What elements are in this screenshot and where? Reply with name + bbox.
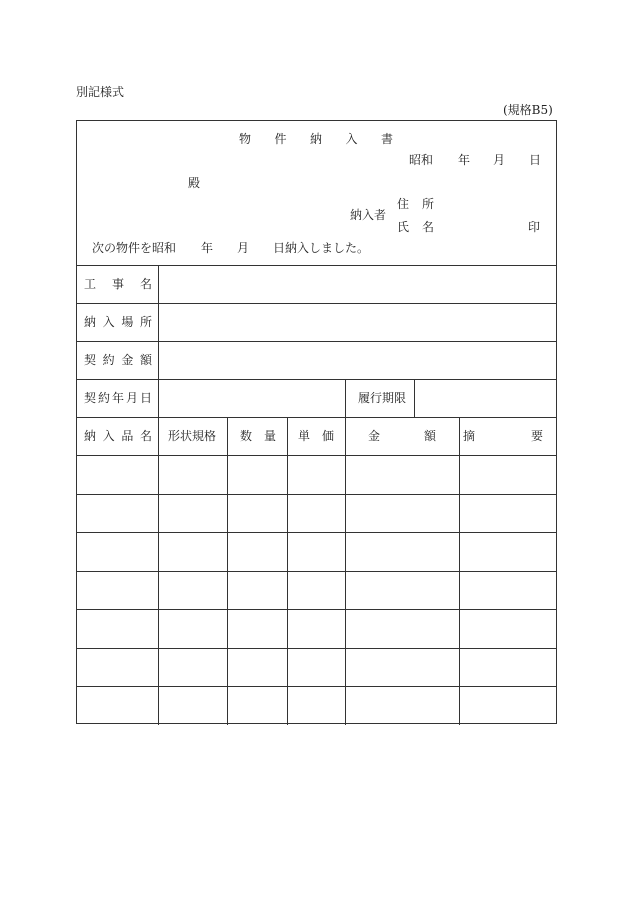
form-title-char: 物 xyxy=(239,132,252,146)
table-column-divider xyxy=(345,417,346,725)
label-char: 日 xyxy=(139,391,152,405)
label-char: 月 xyxy=(125,391,138,405)
form-title-char: 書 xyxy=(380,132,393,146)
form-title-char: 件 xyxy=(274,132,287,146)
project-name-label xyxy=(84,278,152,290)
header-quantity xyxy=(240,430,276,442)
row-divider xyxy=(77,609,556,610)
sentence-month: 月 xyxy=(237,241,250,255)
label-char: 入 xyxy=(102,315,115,329)
address-label-char: 住 xyxy=(397,197,410,211)
addressee-suffix: 殿 xyxy=(188,176,201,190)
contract-date-label xyxy=(84,392,152,404)
row-divider xyxy=(77,265,556,266)
sentence-part2: 日納入しました。 xyxy=(273,241,370,255)
row-divider xyxy=(77,379,556,380)
header-char: 要 xyxy=(530,429,543,443)
header-remarks xyxy=(463,430,543,442)
header-spec: 形状規格 xyxy=(168,429,217,443)
header-char: 摘 xyxy=(463,429,476,443)
header-char: 納 xyxy=(84,429,97,443)
address-label-char: 所 xyxy=(422,197,435,211)
header-unit-price xyxy=(298,430,334,442)
header-char: 品 xyxy=(121,429,134,443)
date-year-label: 年 xyxy=(458,153,471,167)
label-char: 約 xyxy=(102,353,115,367)
row-divider xyxy=(77,455,556,456)
label-char: 事 xyxy=(111,277,124,291)
header-char: 額 xyxy=(423,429,436,443)
header-char: 数 xyxy=(240,429,253,443)
table-column-divider xyxy=(459,417,460,725)
table-column-divider xyxy=(287,417,288,725)
deliverer-label: 納入者 xyxy=(350,208,387,222)
sentence-year: 年 xyxy=(201,241,214,255)
row-divider xyxy=(77,341,556,342)
header-char: 名 xyxy=(139,429,152,443)
sentence-part1: 次の物件を昭和 xyxy=(92,241,177,255)
form-style-label: 別記様式 xyxy=(76,85,125,99)
row-divider xyxy=(77,303,556,304)
delivery-place-label xyxy=(84,316,152,328)
header-char: 入 xyxy=(102,429,115,443)
label-char: 納 xyxy=(84,315,97,329)
label-char: 金 xyxy=(121,353,134,367)
header-char: 金 xyxy=(368,429,381,443)
date-month-label: 月 xyxy=(493,153,506,167)
label-char: 場 xyxy=(121,315,134,329)
table-column-divider xyxy=(227,417,228,725)
row-divider xyxy=(77,648,556,649)
label-char: 額 xyxy=(139,353,152,367)
name-label-char: 名 xyxy=(422,220,435,234)
label-char: 所 xyxy=(139,315,152,329)
name-label-char: 氏 xyxy=(397,220,410,234)
size-label: (規格B5) xyxy=(503,103,553,117)
label-char: 契 xyxy=(84,391,97,405)
row-divider xyxy=(77,417,556,418)
row-divider xyxy=(77,494,556,495)
label-char: 契 xyxy=(84,353,97,367)
label-char: 工 xyxy=(84,277,97,291)
form-title-char: 入 xyxy=(345,132,358,146)
label-char: 年 xyxy=(111,391,124,405)
form-title-char: 納 xyxy=(309,132,322,146)
header-char: 単 xyxy=(298,429,311,443)
performance-deadline-label: 履行期限 xyxy=(358,391,407,405)
row-divider xyxy=(77,571,556,572)
seal-mark: 印 xyxy=(528,220,541,234)
header-char: 量 xyxy=(263,429,276,443)
date-cell-divider xyxy=(345,379,346,417)
label-char: 名 xyxy=(139,277,152,291)
date-era: 昭和 xyxy=(409,153,434,167)
date-day-label: 日 xyxy=(529,153,542,167)
deadline-label-divider xyxy=(414,379,415,417)
header-amount xyxy=(368,430,436,442)
form-title xyxy=(239,133,393,145)
label-char: 約 xyxy=(97,391,110,405)
contract-amount-label xyxy=(84,354,152,366)
label-column-divider xyxy=(158,265,159,725)
header-item-name xyxy=(84,430,152,442)
delivery-form xyxy=(76,120,557,724)
header-char: 価 xyxy=(321,429,334,443)
row-divider xyxy=(77,532,556,533)
row-divider xyxy=(77,686,556,687)
